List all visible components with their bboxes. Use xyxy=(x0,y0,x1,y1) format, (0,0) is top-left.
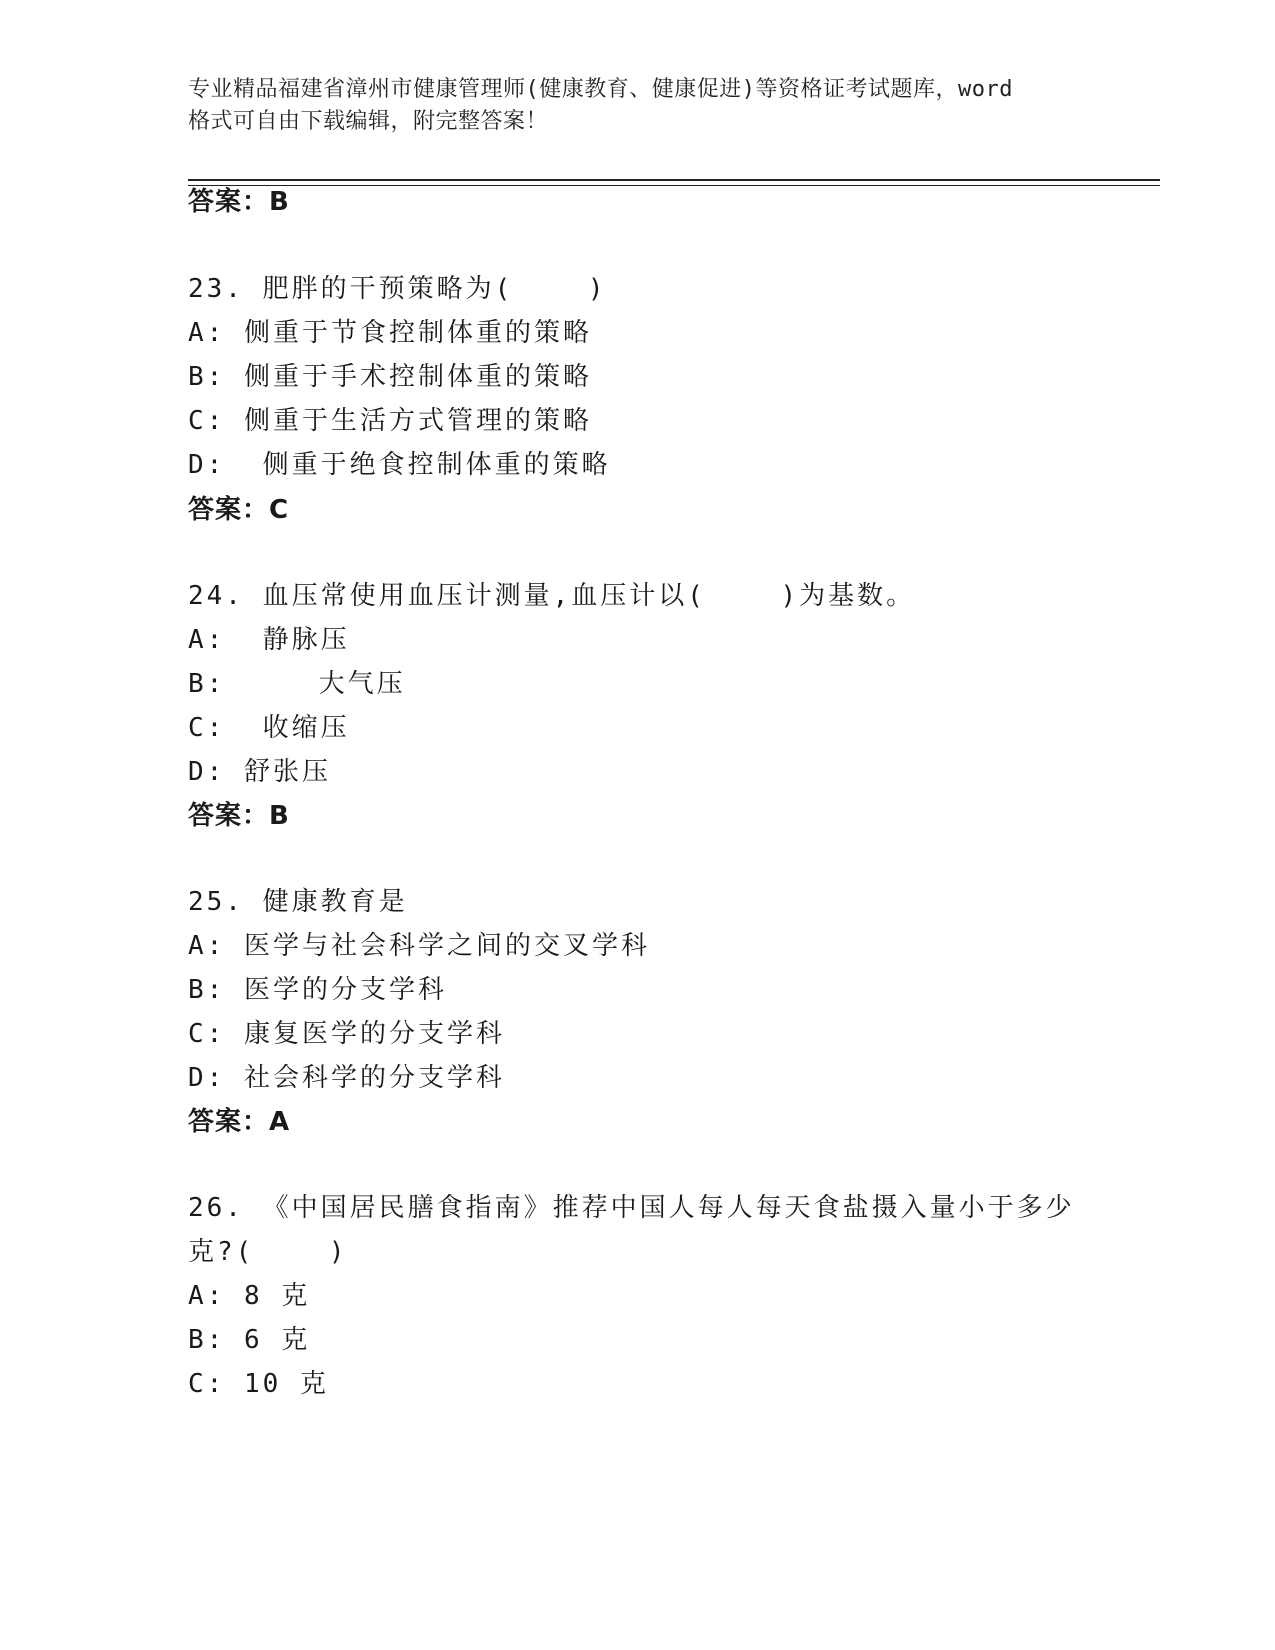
question-26-stem-line-1: 26. 《中国居民膳食指南》推荐中国人每人每天食盐摄入量小于多少 xyxy=(188,1193,1075,1223)
answer-24: 答案：B xyxy=(188,801,290,831)
question-26-option-c: C: 10 克 xyxy=(188,1369,329,1399)
question-26-stem-line-2: 克?( ) xyxy=(188,1237,348,1267)
question-25-option-d: D: 社会科学的分支学科 xyxy=(188,1063,505,1093)
question-25-stem: 25. 健康教育是 xyxy=(188,887,408,917)
answer-22: 答案：B xyxy=(188,187,290,217)
question-24-option-d: D: 舒张压 xyxy=(188,757,331,787)
question-23-option-c: C: 侧重于生活方式管理的策略 xyxy=(188,406,592,436)
header-line-2: 格式可自由下载编辑，附完整答案！ xyxy=(188,109,549,134)
question-26-option-a: A: 8 克 xyxy=(188,1281,311,1311)
question-23-option-a: A: 侧重于节食控制体重的策略 xyxy=(188,318,592,348)
question-23-stem: 23. 肥胖的干预策略为( ) xyxy=(188,274,607,304)
answer-25: 答案：A xyxy=(188,1107,291,1137)
question-25-option-a: A: 医学与社会科学之间的交叉学科 xyxy=(188,931,650,961)
question-23-option-d: D: 侧重于绝食控制体重的策略 xyxy=(188,450,611,480)
question-26-option-b: B: 6 克 xyxy=(188,1325,311,1355)
question-24-option-c: C: 收缩压 xyxy=(188,713,350,743)
header-rule-thin xyxy=(188,185,1160,186)
header-rule-thick xyxy=(188,179,1160,181)
question-25-option-b: B: 医学的分支学科 xyxy=(188,975,447,1005)
question-23-option-b: B: 侧重于手术控制体重的策略 xyxy=(188,362,592,392)
question-25-option-c: C: 康复医学的分支学科 xyxy=(188,1019,505,1049)
header-line-1: 专业精品福建省漳州市健康管理师(健康教育、健康促进)等资格证考试题库，word xyxy=(188,77,1013,102)
page-header xyxy=(188,74,1088,138)
answer-23: 答案：C xyxy=(188,495,290,525)
question-24-stem: 24. 血压常使用血压计测量,血压计以( )为基数。 xyxy=(188,581,916,611)
question-24-option-a: A: 静脉压 xyxy=(188,625,350,655)
question-24-option-b: B: 大气压 xyxy=(188,669,406,699)
